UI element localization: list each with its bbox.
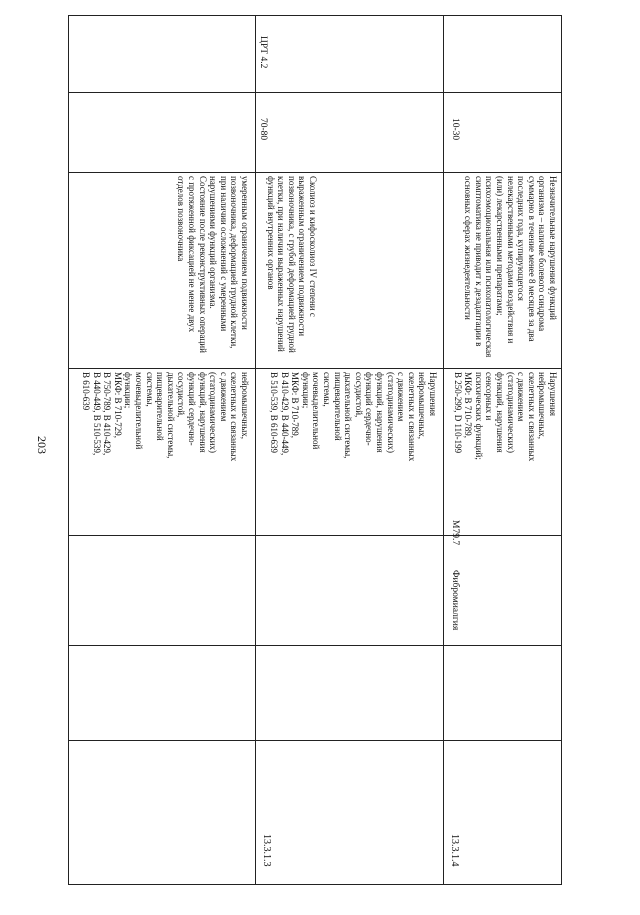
row-separator (255, 15, 256, 885)
column-separator (68, 740, 562, 741)
table-border-bottom (68, 884, 562, 885)
cell-clinical-description: Сколиоз и кифосколиоз IV степени с выраженным ограничением подвижности позвоночника, с грубой деформацией грудной клетки, при наличии выраженных нарушений функций внутренних органов (265, 176, 318, 353)
cell-impairments: Нарушения нейромышечных, скелетных и связанных с движением (статодинамических) функций, нарушения функций сердечно- сосудистой, дыхательной системы, пищеварительной системы, мочевыделительной функции; МКФ: В 710-789, В 410-429, В 440-449, В 510-539, В 610-639 (269, 372, 438, 462)
cell-clinical-description: умеренным ограничением подвижности позвоночника, деформацией грудной клетки, при наличии осложнений с умеренными нарушениями функций организма. Состояние после реконструктивных операций с протяженной фиксацией не менее двух отделов позвоночника (176, 176, 250, 353)
column-separator (68, 172, 562, 173)
table-border-top (68, 15, 562, 16)
column-separator (68, 92, 562, 93)
table-border-right (561, 15, 562, 885)
cell-impairments: нейромышечных, скелетных и связанных с движением (статодинамических) функций, нарушения функций сердечно- сосудистой, дыхательной системы, пищеварительной системы, мочевыделительной функции; МКФ: В 710-729, В 750-789, В 410-429, В 440-449, В 510-539, В 610-639 (81, 372, 250, 462)
cell-reference: ЦРТ 4.2 (258, 36, 268, 69)
cell-clinical-description: Незначительные нарушения функций организма – наличие болевого синдрома суммарно в течение менее 8 месяцев за два последних года, купирующегося нелекарственными методами воздействия и (или) лекарственными препаратами; психоэмоциональная или психопатологическая симптоматика не приводит к дезадаптации в основных сферах жизнедеятельности (463, 176, 558, 358)
column-separator (68, 645, 562, 646)
cell-percent: 70-80 (258, 118, 268, 141)
cell-nosology-name: Фибромиалгия (450, 570, 460, 631)
row-separator (443, 15, 444, 885)
table-border-left (68, 15, 69, 885)
cell-impairments: Нарушения нейромышечных, скелетных и связанных с движением (статодинамических) функций, нарушения сенсорных и психических функций; МКФ: В 710-789, В 250-299, D 110-199 (452, 372, 558, 462)
cell-code: 13.3.1.4 (449, 834, 460, 867)
cell-percent: 10-30 (450, 118, 460, 141)
column-separator (68, 368, 562, 369)
cell-mkb-code: M79.7 (450, 520, 460, 546)
cell-code: 13.3.1.3 (261, 834, 272, 867)
page-number: 203 (35, 436, 49, 454)
